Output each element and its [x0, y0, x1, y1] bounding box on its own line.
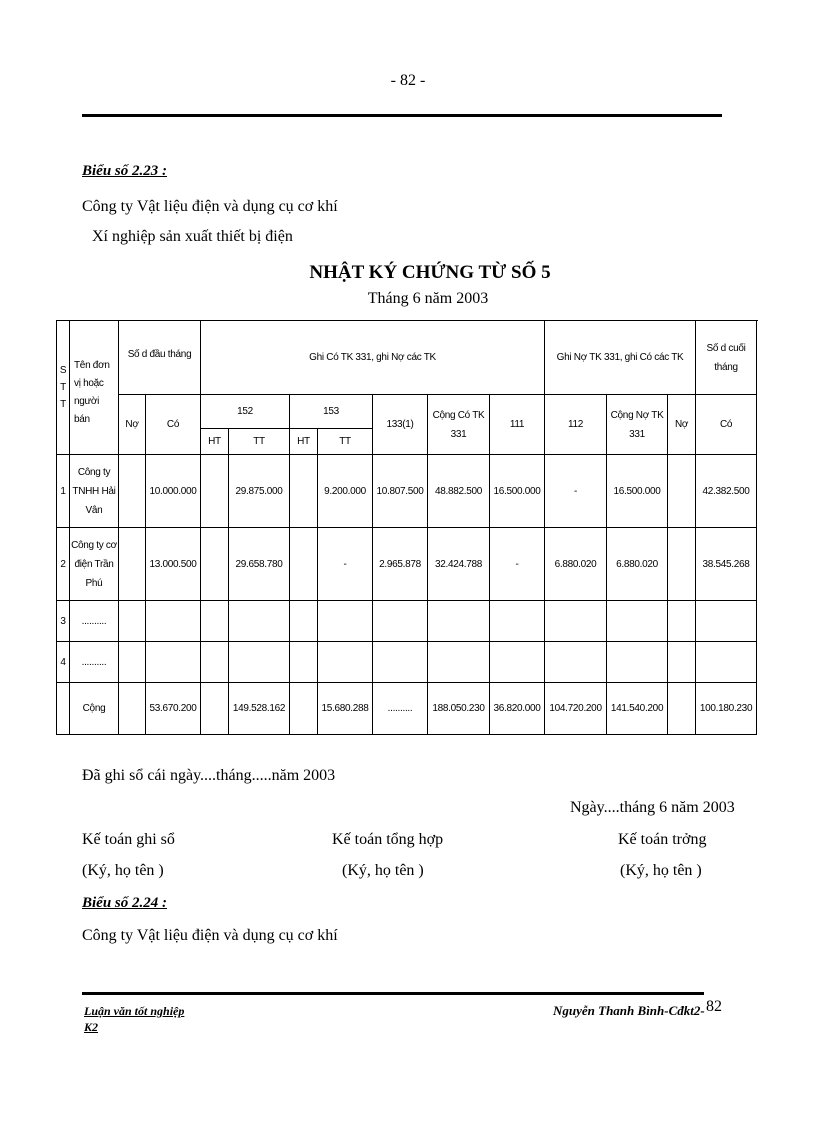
cell-close-no — [668, 683, 696, 735]
header-tk112: 112 — [545, 395, 607, 455]
cell-cong-no — [607, 642, 668, 683]
journal-table — [56, 320, 757, 735]
factory-name: Xí nghiệp sản xuất thiết bị điện — [92, 228, 293, 245]
signer-general-accountant-note: (Ký, họ tên ) — [342, 862, 424, 879]
cell-close-no — [668, 528, 696, 601]
cell-stt: 1 — [57, 455, 70, 528]
cell-cong-co: 188.050.230 — [428, 683, 490, 735]
cell-close-co — [696, 642, 757, 683]
cell-open-co: 13.000.500 — [146, 528, 201, 601]
document-subtitle: Tháng 6 năm 2003 — [367, 290, 489, 307]
cell-111: 36.820.000 — [490, 683, 545, 735]
header-tk153: 153 — [290, 395, 373, 429]
cell-name: Công ty cơ điện Trần Phú — [70, 528, 119, 601]
cell-open-no — [119, 455, 146, 528]
header-debit-group: Ghi Nợ TK 331, ghi Có các TK — [545, 321, 696, 395]
cell-153-ht — [290, 683, 318, 735]
table-label-2: Biểu số 2.24 : — [82, 895, 168, 911]
cell-133: 10.807.500 — [373, 455, 428, 528]
cell-111: - — [490, 528, 545, 601]
cell-111: 16.500.000 — [490, 455, 545, 528]
signer-chief-accountant-note: (Ký, họ tên ) — [620, 862, 702, 879]
cell-name: .......... — [70, 642, 119, 683]
cell-153-ht — [290, 601, 318, 642]
cell-152-ht — [201, 683, 229, 735]
cell-111 — [490, 601, 545, 642]
cell-name: Cộng — [70, 683, 119, 735]
header-cong-no: Cộng Nợ TK 331 — [607, 395, 668, 455]
cell-cong-co: 32.424.788 — [428, 528, 490, 601]
cell-stt — [57, 683, 70, 735]
header-closing-co: Có — [696, 395, 757, 455]
footer-rule — [82, 992, 704, 995]
cell-close-no — [668, 455, 696, 528]
signer-general-accountant-title: Kế toán tổng hợp — [332, 831, 444, 848]
cell-112 — [545, 601, 607, 642]
signer-bookkeeper-title: Kế toán ghi sổ — [82, 831, 175, 848]
footer-thesis-label — [84, 1003, 184, 1035]
table-total-row — [57, 683, 757, 735]
cell-152-ht — [201, 642, 229, 683]
cell-cong-no: 6.880.020 — [607, 528, 668, 601]
cell-153-tt: 9.200.000 — [318, 455, 373, 528]
company-name-2: Công ty Vật liệu điện và dụng cụ cơ khí — [82, 927, 338, 944]
header-closing-no: Nợ — [668, 395, 696, 455]
cell-152-ht — [201, 601, 229, 642]
page-number-bottom: 82 — [706, 998, 722, 1015]
header-opening: Số d đầu tháng — [119, 321, 201, 395]
cell-stt: 3 — [57, 601, 70, 642]
cell-close-co: 42.382.500 — [696, 455, 757, 528]
cell-152-ht — [201, 455, 229, 528]
header-credit-group: Ghi Có TK 331, ghi Nợ các TK — [201, 321, 545, 395]
cell-133 — [373, 642, 428, 683]
cell-stt: 2 — [57, 528, 70, 601]
header-153-tt: TT — [318, 429, 373, 455]
cell-cong-co: 48.882.500 — [428, 455, 490, 528]
cell-152-ht — [201, 528, 229, 601]
page-number-top: - 82 - — [390, 72, 426, 89]
cell-152-tt: 149.528.162 — [229, 683, 290, 735]
table-row — [57, 455, 757, 528]
cell-153-ht — [290, 642, 318, 683]
cell-open-no — [119, 683, 146, 735]
company-name: Công ty Vật liệu điện và dụng cụ cơ khí — [82, 198, 338, 215]
cell-111 — [490, 642, 545, 683]
cell-153-tt — [318, 642, 373, 683]
cell-stt: 4 — [57, 642, 70, 683]
cell-152-tt — [229, 642, 290, 683]
cell-153-tt: 15.680.288 — [318, 683, 373, 735]
cell-cong-no: 16.500.000 — [607, 455, 668, 528]
recorded-note: Đã ghi sổ cái ngày....tháng.....năm 2003 — [82, 767, 336, 784]
header-rule — [82, 114, 722, 117]
header-tk111: 111 — [490, 395, 545, 455]
header-152-ht: HT — [201, 429, 229, 455]
cell-133: 2.965.878 — [373, 528, 428, 601]
header-tk152: 152 — [201, 395, 290, 429]
header-tk133: 133(1) — [373, 395, 428, 455]
header-unit: Tên đơn vị hoặc người bán — [70, 321, 119, 455]
cell-close-co — [696, 601, 757, 642]
table-row — [57, 642, 757, 683]
header-cong-co: Cộng Có TK 331 — [428, 395, 490, 455]
cell-open-co — [146, 642, 201, 683]
cell-open-no — [119, 642, 146, 683]
cell-close-co: 100.180.230 — [696, 683, 757, 735]
cell-153-ht — [290, 528, 318, 601]
cell-152-tt: 29.875.000 — [229, 455, 290, 528]
signer-chief-accountant-title: Kế toán trởng — [618, 831, 707, 848]
footer-thesis-line1: Luận văn tốt nghiệp — [84, 1004, 185, 1018]
footer-author: Nguyễn Thanh Bình-Cđkt2- — [553, 1003, 705, 1018]
cell-open-co — [146, 601, 201, 642]
cell-open-no — [119, 601, 146, 642]
cell-cong-co — [428, 601, 490, 642]
header-153-ht: HT — [290, 429, 318, 455]
cell-112: - — [545, 455, 607, 528]
cell-112 — [545, 642, 607, 683]
footer-thesis-line2: K2 — [84, 1020, 99, 1034]
cell-name: .......... — [70, 601, 119, 642]
header-stt: S T T — [57, 321, 70, 455]
cell-153-ht — [290, 455, 318, 528]
cell-open-co: 53.670.200 — [146, 683, 201, 735]
cell-open-no — [119, 528, 146, 601]
table-row — [57, 528, 757, 601]
table-label: Biểu số 2.23 : — [82, 163, 168, 179]
cell-close-no — [668, 642, 696, 683]
document-title: NHẬT KÝ CHỨNG TỪ SỐ 5 — [309, 262, 551, 283]
cell-153-tt: - — [318, 528, 373, 601]
cell-152-tt — [229, 601, 290, 642]
cell-112: 6.880.020 — [545, 528, 607, 601]
header-closing: Số d cuối tháng — [696, 321, 757, 395]
cell-112: 104.720.200 — [545, 683, 607, 735]
sign-date: Ngày....tháng 6 năm 2003 — [570, 799, 735, 816]
cell-133 — [373, 601, 428, 642]
header-opening-co: Có — [146, 395, 201, 455]
cell-name: Công ty TNHH Hải Vân — [70, 455, 119, 528]
cell-152-tt: 29.658.780 — [229, 528, 290, 601]
cell-cong-no: 141.540.200 — [607, 683, 668, 735]
table-row — [57, 601, 757, 642]
cell-cong-no — [607, 601, 668, 642]
cell-open-co: 10.000.000 — [146, 455, 201, 528]
signer-bookkeeper-note: (Ký, họ tên ) — [82, 862, 164, 879]
cell-close-co: 38.545.268 — [696, 528, 757, 601]
cell-cong-co — [428, 642, 490, 683]
header-152-tt: TT — [229, 429, 290, 455]
cell-153-tt — [318, 601, 373, 642]
header-opening-no: Nợ — [119, 395, 146, 455]
cell-close-no — [668, 601, 696, 642]
cell-133: .......... — [373, 683, 428, 735]
